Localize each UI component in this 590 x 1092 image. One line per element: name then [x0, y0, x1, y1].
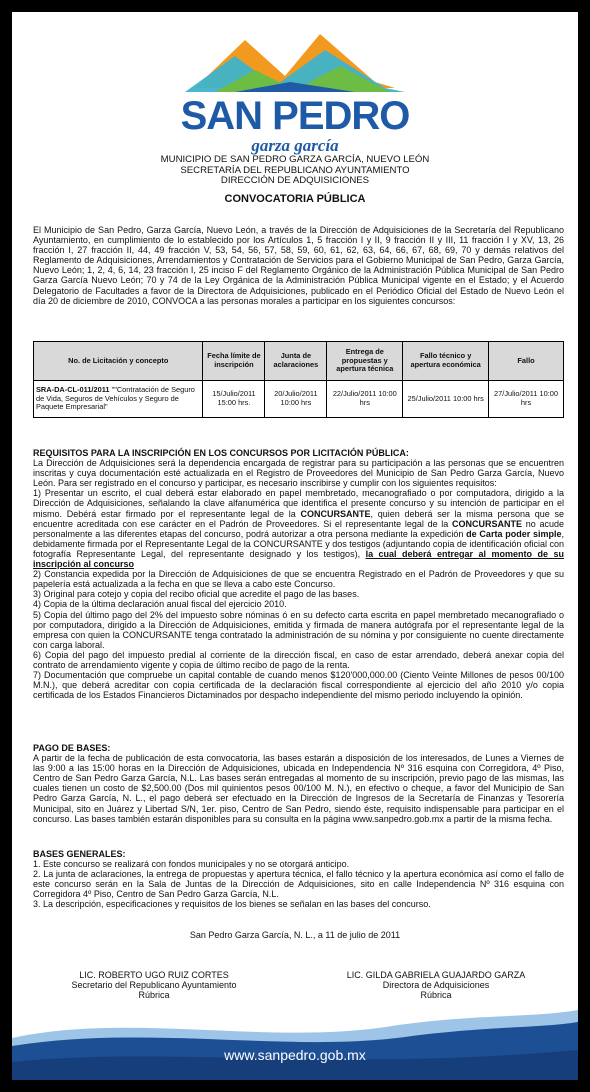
col-header-licitacion: No. de Licitación y concepto: [34, 342, 203, 381]
footer-website: www.sanpedro.gob.mx: [224, 1047, 366, 1063]
signer-name: LIC. GILDA GABRIELA GUAJARDO GARZA: [346, 970, 526, 980]
bases-heading: BASES GENERALES:: [33, 849, 126, 859]
col-header-inscripcion: Fecha límite de inscripción: [203, 342, 265, 381]
signer-name: LIC. ROBERTO UGO RUIZ CORTES: [79, 970, 229, 980]
requisitos-intro: La Dirección de Adquisiciones será la dependencia encargada de registrar para su participación a las personas que se encuentren inscritas y cuya documentación esté actualizada en el Registro de Proveedores del Municipio de San Pedro Garza García, Nuevo León. Para ser registrado en el concurso y participar, es necesario inscribirse y cumplir con los siguientes requisitos:: [33, 458, 564, 489]
requisito-1-text-c: no acude personalmente a las diferentes etapas del concurso, podrá autorizar a otra persona mediante la expedición: [33, 518, 564, 539]
date-line: San Pedro Garza García, N. L., a 11 de julio de 2011: [189, 930, 401, 940]
cell-fallo: 27/Julio/2011 10:00 hrs: [489, 381, 564, 418]
logo-subtitle: garza garcía: [251, 136, 339, 155]
list-item: 4) Copia de la última declaración anual fiscal del ejercicio 2010.: [33, 599, 287, 610]
newspaper-ad: [12, 12, 578, 1080]
concursante-bold-1: CONCURSANTE: [300, 508, 371, 519]
list-item: 2. La junta de aclaraciones, la entrega de propuestas y apertura técnica, el fallo técnico y la apertura económica así como el fallo de este concurso serán en la Sala de Juntas de la Dirección de Adquisiciones, sito en calle Independencia Nº 316 esquina con Corregidora 4º Piso, Centro de San Pedro Garza García, N.L.: [33, 869, 564, 900]
col-header-aclaraciones: Junta de aclaraciones: [265, 342, 327, 381]
bases-section: [33, 849, 564, 910]
col-header-fallo-tecnico: Fallo técnico y apertura económica: [403, 342, 489, 381]
tender-concept: ""Contratación de Seguro de Vida, Seguros de Vehículos y Seguro de Paquete Empresarial": [36, 385, 195, 412]
requisito-1-text-d: , debidamente firmada por el Representante Legal de la CONCURSANTE y dos testigos (adjuntando copia de identificación oficial con fotografía Representante Legal, del representante designado y los testigos),: [33, 528, 564, 559]
list-item: 5) Copia del último pago del 2% del impuesto sobre nóminas ó en su defecto carta escrita en papel membretado mecanografiado o por computadora, dirigido a la Dirección de Adquisiciones, emitida y firmada de manera autógrafa por el representante legal de la empresa con quien la CONCURSANTE tenga contratado la administración de su nómina y por consiguiente no cuente directamente con carga laboral.: [33, 609, 564, 650]
pago-section: [33, 743, 564, 824]
cell-concept: [34, 381, 203, 418]
list-item: 1. Este concurso se realizará con fondos municipales y no se otorgará anticipo.: [33, 859, 350, 870]
requisitos-heading: REQUISITOS PARA LA INSCRIPCIÓN EN LOS CONCURSOS POR LICITACIÓN PÚBLICA:: [33, 448, 409, 458]
requisito-1-text-b: , quien deberá ser la misma persona que se encuentre acreditada con ese carácter en el Padrón de Proveedores. Si el representante legal de la: [33, 508, 564, 529]
signer-role: Secretario del Republicano Ayuntamiento: [71, 980, 237, 991]
carta-poder-bold: de Carta poder simple: [466, 528, 562, 539]
directorate-line: DIRECCIÓN DE ADQUISICIONES: [220, 175, 370, 187]
list-item: 3) Original para cotejo y copia del recibo oficial que acredite el pago de las bases.: [33, 589, 360, 600]
cell-aclaraciones: 20/Julio/2011 10:00 hrs: [265, 381, 327, 418]
requisito-1-underlined: la cual deberá entregar al momento de su inscripción al concurso: [33, 548, 565, 570]
table-row: [34, 381, 564, 418]
tender-table: [33, 341, 564, 418]
signer-note: Rúbrica: [420, 990, 452, 1001]
cell-inscripcion: 15/Julio/2011 15:00 hrs.: [203, 381, 265, 418]
secretariat-line: SECRETARÍA DEL REPUBLICANO AYUNTAMIENTO: [180, 164, 410, 176]
mountains-logo-icon: [175, 26, 415, 96]
list-item: 2) Constancia expedida por la Dirección de Adquisiciones de que se encuentra Registrado en el Padrón de Proveedores y que su papelería está actualizada a la fecha en que se lleva a cabo este Concurso.: [33, 569, 564, 590]
concursante-bold-2: CONCURSANTE: [452, 518, 523, 529]
intro-paragraph: El Municipio de San Pedro, Garza García, Nuevo León, a través de la Dirección de Adquisiciones de la Secretaría del Republicano Ayuntamiento, en cumplimiento de lo establecido por los Artículos 1, 5 fracción I y II, 9 fracción II y III, 11 fracción I y XV, 13, 26 fracción I, 27 fracción II, 44, 49 fracción V, 53, 54, 56, 57, 58, 59, 60, 61, 62, 63, 64, 66, 67, 68, 69, 70 y demás relativos del Reglamento de Adquisiciones, Arrendamientos y Contratación de Servicios para el Gobierno Municipal de San Pedro, Garza García, Nuevo León; 1, 2, 4, 6, 14, 23 fracción I, 25 inciso F del Reglamento Orgánico de la Administración Pública Municipal de San Pedro Garza García Nuevo León; 70 y 74 de la Ley Orgánica de la Administración Pública Municipal vigente en el Estado; y el Acuerdo Delegatorio de Facultades a favor de la Directora de Adquisiciones, publicado en el Periódico Oficial del Estado de Nuevo León el día 20 de diciembre de 2010, CONVOCA a las personas morales a participar en los siguientes concursos:: [33, 225, 564, 306]
municipality-line: MUNICIPIO DE SAN PEDRO GARZA GARCÍA, NUEVO LEÓN: [160, 154, 430, 165]
page-title: CONVOCATORIA PÚBLICA: [224, 193, 366, 205]
list-item: 6) Copia del pago del impuesto predial al corriente de la dirección fiscal, en caso de estar arrendado, deberá anexar copia del contrato de arrendamiento vigente y copia de último recibo de pago de la renta.: [33, 649, 564, 670]
pago-text: A partir de la fecha de publicación de esta convocatoria, las bases estarán a disposición de los interesados, de Lunes a Viernes de las 9:00 a las 15:00 horas en la Dirección de Adquisiciones, ubicada en Independencia Nº 316 esquina con Corregidora, 4º Piso, Centro de San Pedro Garza García, N.L. Las bases serán entregadas al momento de su inscripción, previo pago de las mismas, las cuales tienen un costo de $2,500.00 (Dos mil quinientos pesos 00/100 M. N.), en efectivo o cheque, a favor del Municipio de San Pedro Garza García, N. L., el pago deberá ser efectuado en la Dirección de Ingresos de la Secretaría de Finanzas y Tesorería Municipal, sito en Juárez y Libertad S/N, 1er. piso, Centro de San Pedro, siendo éste, requisito indispensable para participar en el concurso. Las bases también estarán disponibles para su consulta en la página www.sanpedro.gob.mx a partir de la misma fecha.: [33, 753, 564, 824]
list-item: 3. La descripción, especificaciones y requisitos de los bienes se señalan en las bases del concurso.: [33, 899, 431, 910]
tender-id: SRA-DA-CL-011/2011: [36, 385, 110, 395]
signature-right: [316, 970, 556, 1001]
footer-wave-art: [12, 1002, 578, 1080]
signer-role: Directora de Adquisiciones: [382, 980, 490, 991]
pago-heading: PAGO DE BASES:: [33, 743, 111, 753]
issuer-header: [12, 155, 578, 187]
cell-fallo-tecnico: 25/Julio/2011 10:00 hrs: [403, 381, 489, 418]
requisitos-section: [33, 448, 564, 700]
requisito-item-1: [33, 488, 564, 569]
table-header-row: [34, 342, 564, 381]
san-pedro-logo: [12, 26, 578, 155]
cell-propuestas: 22/Julio/2011 10:00 hrs: [327, 381, 403, 418]
logo-wordmark: SAN PEDRO: [180, 94, 410, 138]
signature-left: [34, 970, 274, 1001]
requisito-1-text-a: 1) Presentar un escrito, el cual deberá estar elaborado en papel membretado, mecanografiado o por computadora, dirigido a la Dirección de Adquisiciones, señalando la clave alfanumérica que identifica el presente concurso y su intención de participar en el mismo. Debérá estar firmado por el representante legal de la: [33, 488, 564, 519]
list-item: 7) Documentación que compruebe un capital contable de cuando menos $120'000,000.00 (Ciento Veinte Millones de pesos 00/100 M.N.), que deberá acreditar con copia certificada de la declaración fiscal correspondiente al ejercicio del año 2010 y/o copia certificada de los Estados Financieros Dictaminados por despacho independiente del mismo periodo incluyendo la opinión.: [33, 670, 564, 701]
col-header-propuestas: Entrega de propuestas y apertura técnica: [327, 342, 403, 381]
signer-note: Rúbrica: [138, 990, 170, 1001]
col-header-fallo: Fallo: [489, 342, 564, 381]
